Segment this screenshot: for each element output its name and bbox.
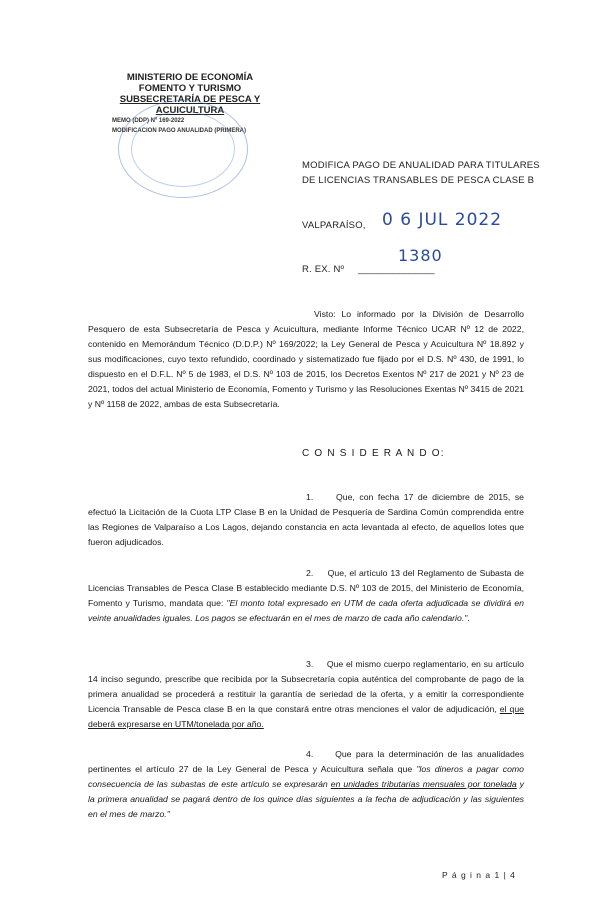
item-3-underlined-text: el que deberá expresarse en UTM/tonelada por año. xyxy=(88,704,524,729)
visto-paragraph xyxy=(88,307,524,412)
item-2-quote: "El monto total expresado en UTM de cada oferta adjudicada se dividirá en veinte anualidades iguales. Los pagos se efectuarán en el mes de marzo de cada año calendario." xyxy=(88,598,524,623)
item-2-tail: . xyxy=(467,613,470,623)
resolution-number: 1380 xyxy=(398,246,443,265)
title-line-2: DE LICENCIAS TRANSABLES DE PESCA CLASE B xyxy=(302,175,535,186)
considerando-heading: C O N S I D E R A N D O: xyxy=(302,448,445,459)
subsecretaria-name: SUBSECRETARÍA DE PESCA Y ACUICULTURA xyxy=(119,94,261,116)
considerando-item-4 xyxy=(88,747,524,822)
title-line-1: MODIFICA PAGO DE ANUALIDAD PARA TITULARES xyxy=(302,160,540,171)
ministry-name: MINISTERIO DE ECONOMÍA xyxy=(126,72,254,83)
ministry-subname: FOMENTO Y TURISMO xyxy=(138,83,242,94)
item-3-number: 3. xyxy=(306,659,314,669)
resolution-title xyxy=(302,158,562,188)
item-4-number: 4. xyxy=(306,749,314,759)
item-1-number: 1. xyxy=(306,492,314,502)
memo-subject: MODIFICACION PAGO ANUALIDAD (PRIMERA) xyxy=(112,128,246,134)
official-seal-stamp xyxy=(118,100,248,198)
date-stamp: 0 6 JUL 2022 xyxy=(382,210,503,230)
item-2-number: 2. xyxy=(306,568,314,578)
considerando-item-2 xyxy=(88,566,524,626)
resolution-blank: ______________ xyxy=(358,264,435,275)
item-4-text: Que para la determinación de las anualidades pertinentes el artículo 27 de la Ley General de Pesca y Acuicultura señala que xyxy=(88,749,524,774)
item-4-quote-underlined: en unidades tributarias mensuales por tonelada xyxy=(330,779,517,789)
city-label: VALPARAÍSO, xyxy=(302,220,366,231)
seal-inner-ring xyxy=(131,111,235,187)
page-number: P á g i n a 1 | 4 xyxy=(442,870,516,880)
item-4-quote-a: "los dineros a pagar como consecuencia de las subastas de este artículo se expresarán xyxy=(88,764,524,789)
memo-reference: MEMO (DDP) Nº 169-2022 xyxy=(112,118,185,124)
item-2-text: Que, el artículo 13 del Reglamento de Subasta de Licencias Transables de Pesca Clase B establecido mediante D.S. Nº 103 de 2015, del Ministerio de Economía, Fomento y Turismo, mandata que: xyxy=(88,568,524,608)
considerando-item-1 xyxy=(88,490,524,550)
considerando-item-3 xyxy=(88,657,524,732)
item-1-text: Que, con fecha 17 de diciembre de 2015, se efectuó la Licitación de la Cuota LTP Clase B en la Unidad de Pesquería de Sardina Común comprendida entre las Regiones de Valparaíso a Los Lagos, dejando constancia en acta levantada al efecto, de aquellos lotes que fueron adjudicados. xyxy=(88,492,524,547)
resolution-label: R. EX. Nº xyxy=(302,264,345,275)
item-4-quote-b: y la primera anualidad se pagará dentro de los quince días siguientes a la fecha de adjudicación y las siguientes en el mes de marzo." xyxy=(88,779,524,819)
visto-text: Visto: Lo informado por la División de Desarrollo Pesquero de esta Subsecretaría de Pesca y Acuicultura, mediante Informe Técnico UCAR Nº 12 de 2022, contenido en Memorándum Técnico (D.D.P.) Nº 169/2022; la Ley General de Pesca y Acuicultura Nº 18.892 y sus modificaciones, cuyo texto refundido, coordinado y sistematizado fue fijado por el D.S. Nº 430, de 1991, lo dispuesto en el D.F.L. Nº 5 de 1983, el D.S. Nº 103 de 2015, los Decretos Exentos Nº 217 de 2021 y Nº 23 de 2021, todos del actual Ministerio de Economía, Fomento y Turismo y las Resoluciones Exentas Nº 3415 de 2021 y Nº 1158 de 2022, ambas de esta Subsecretaría. xyxy=(88,309,524,409)
item-3-text: Que el mismo cuerpo reglamentario, en su artículo 14 inciso segundo, prescribe que recibida por la Subsecretaría copia auténtica del comprobante de pago de la primera anualidad se procederá a restituir la garantía de seriedad de la oferta, y a emitir la correspondiente Licencia Transable de Pesca clase B en la que constará entre otras menciones el valor de adjudicación, xyxy=(88,659,524,714)
